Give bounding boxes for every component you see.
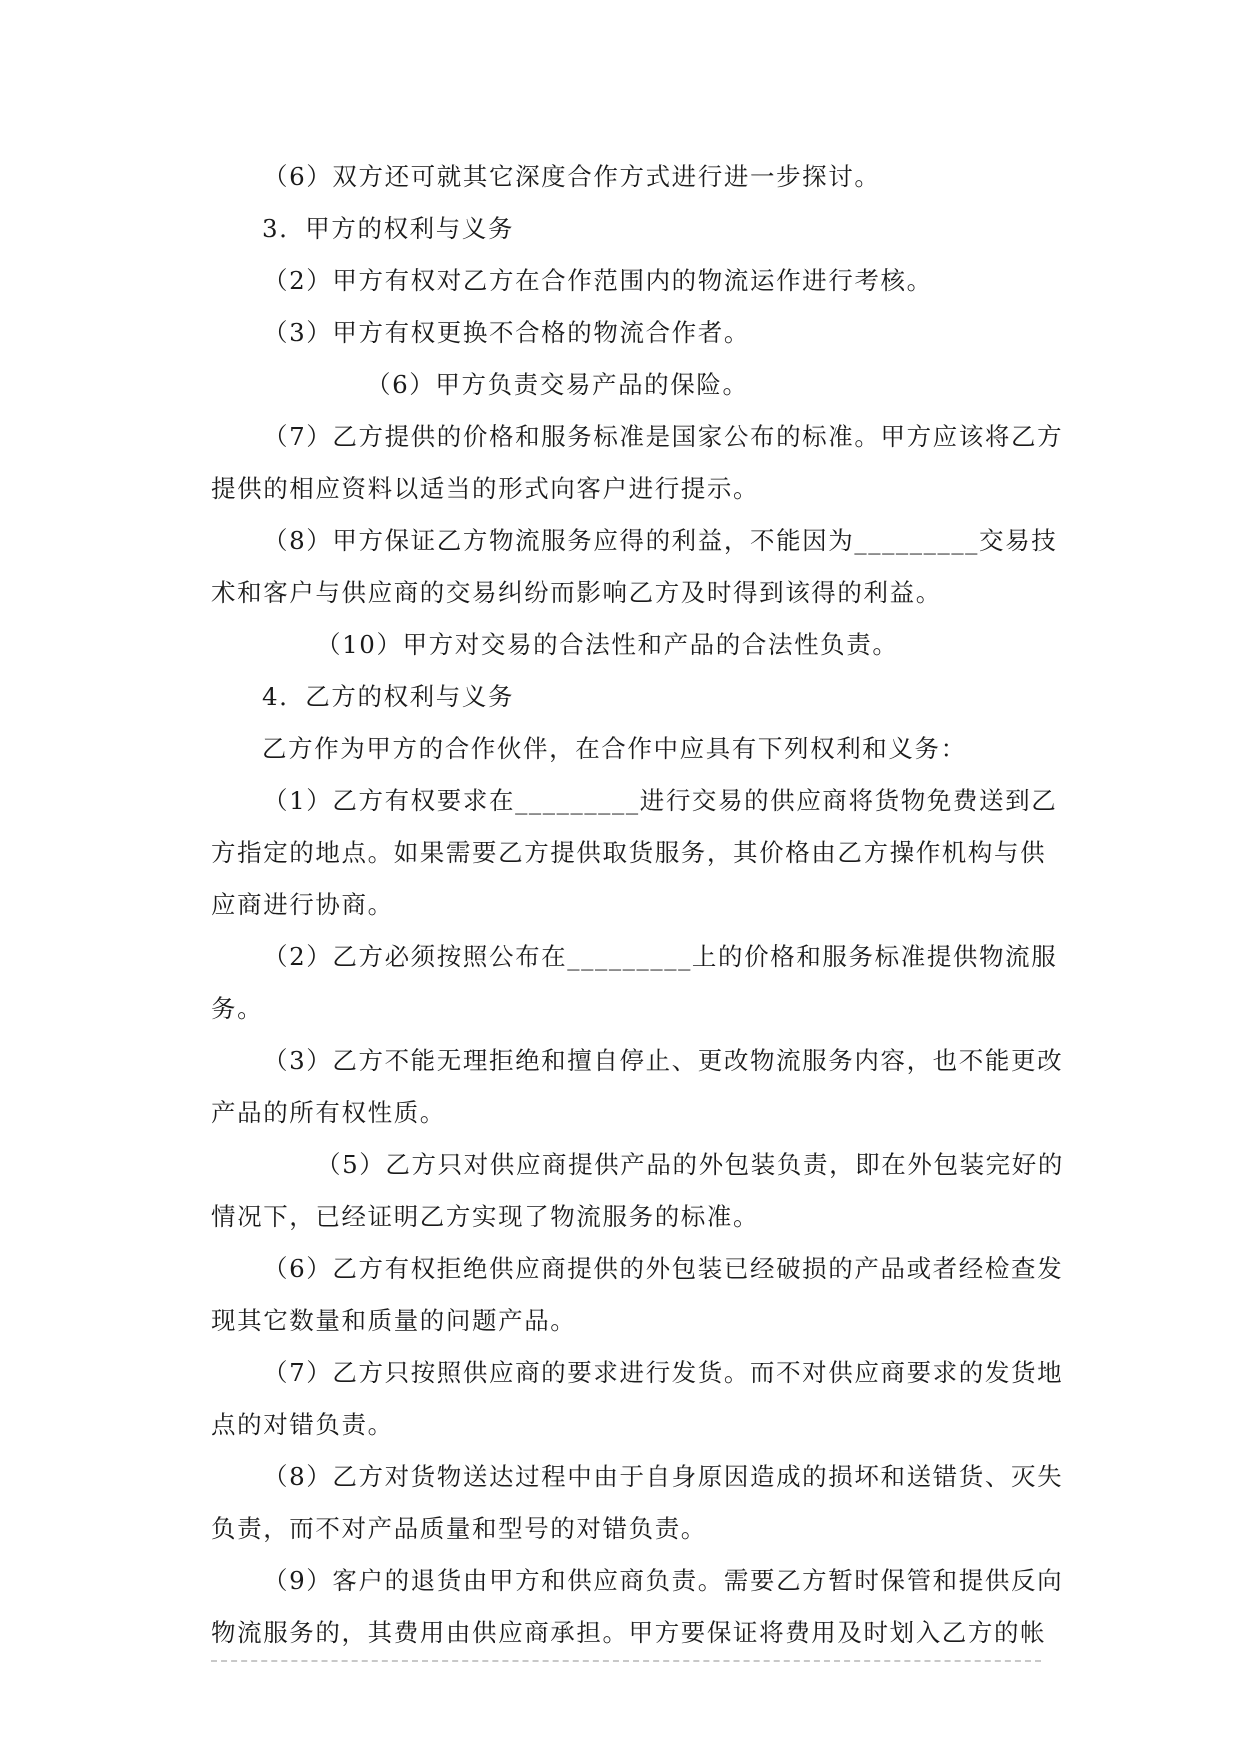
text-line: （6）乙方有权拒绝供应商提供的外包装已经破损的产品或者经检查发 [263,1254,1064,1283]
section-heading: 4．乙方的权利与义务 [262,682,515,711]
text-line: （2）乙方必须按照公布在_________上的价格和服务标准提供物流服 [263,942,1058,971]
text-line: （5）乙方只对供应商提供产品的外包装负责，即在外包装完好的 [316,1150,1064,1179]
text-line: 提供的相应资料以适当的形式向客户进行提示。 [211,474,760,503]
text-line: 应商进行协商。 [211,890,394,919]
text-line: （6）双方还可就其它深度合作方式进行进一步探讨。 [263,162,881,191]
text-line: 方指定的地点。如果需要乙方提供取货服务，其价格由乙方操作机构与供 [211,838,1047,867]
text-line: 现其它数量和质量的问题产品。 [211,1306,577,1335]
text-line: （6）甲方负责交易产品的保险。 [366,370,749,399]
text-line: 务。 [211,994,264,1023]
text-line: （3）乙方不能无理拒绝和擅自停止、更改物流服务内容，也不能更改 [263,1046,1064,1075]
page-break-divider [211,1660,1041,1662]
section-heading: 3．甲方的权利与义务 [262,214,515,243]
text-line: 乙方作为甲方的合作伙伴，在合作中应具有下列权利和义务： [262,734,967,763]
text-line: 负责，而不对产品质量和型号的对错负责。 [211,1514,707,1543]
text-line: （7）乙方只按照供应商的要求进行发货。而不对供应商要求的发货地 [263,1358,1064,1387]
text-line: 点的对错负责。 [211,1410,394,1439]
text-line: （7）乙方提供的价格和服务标准是国家公布的标准。甲方应该将乙方 [263,422,1064,451]
text-line: 产品的所有权性质。 [211,1098,446,1127]
text-line: （10）甲方对交易的合法性和产品的合法性负责。 [316,630,899,659]
text-line: （3）甲方有权更换不合格的物流合作者。 [263,318,750,347]
text-line: （2）甲方有权对乙方在合作范围内的物流运作进行考核。 [263,266,933,295]
text-line: 术和客户与供应商的交易纠纷而影响乙方及时得到该得的利益。 [211,578,942,607]
text-line: （9）客户的退货由甲方和供应商负责。需要乙方暂时保管和提供反向 [263,1566,1064,1595]
text-line: （8）乙方对货物送达过程中由于自身原因造成的损坏和送错货、灭失 [263,1462,1064,1491]
text-line: （1）乙方有权要求在_________进行交易的供应商将货物免费送到乙 [263,786,1058,815]
text-line: （8）甲方保证乙方物流服务应得的利益，不能因为_________交易技 [263,526,1058,555]
text-line: 物流服务的，其费用由供应商承担。甲方要保证将费用及时划入乙方的帐 [211,1618,1047,1647]
text-line: 情况下，已经证明乙方实现了物流服务的标准。 [211,1202,760,1231]
